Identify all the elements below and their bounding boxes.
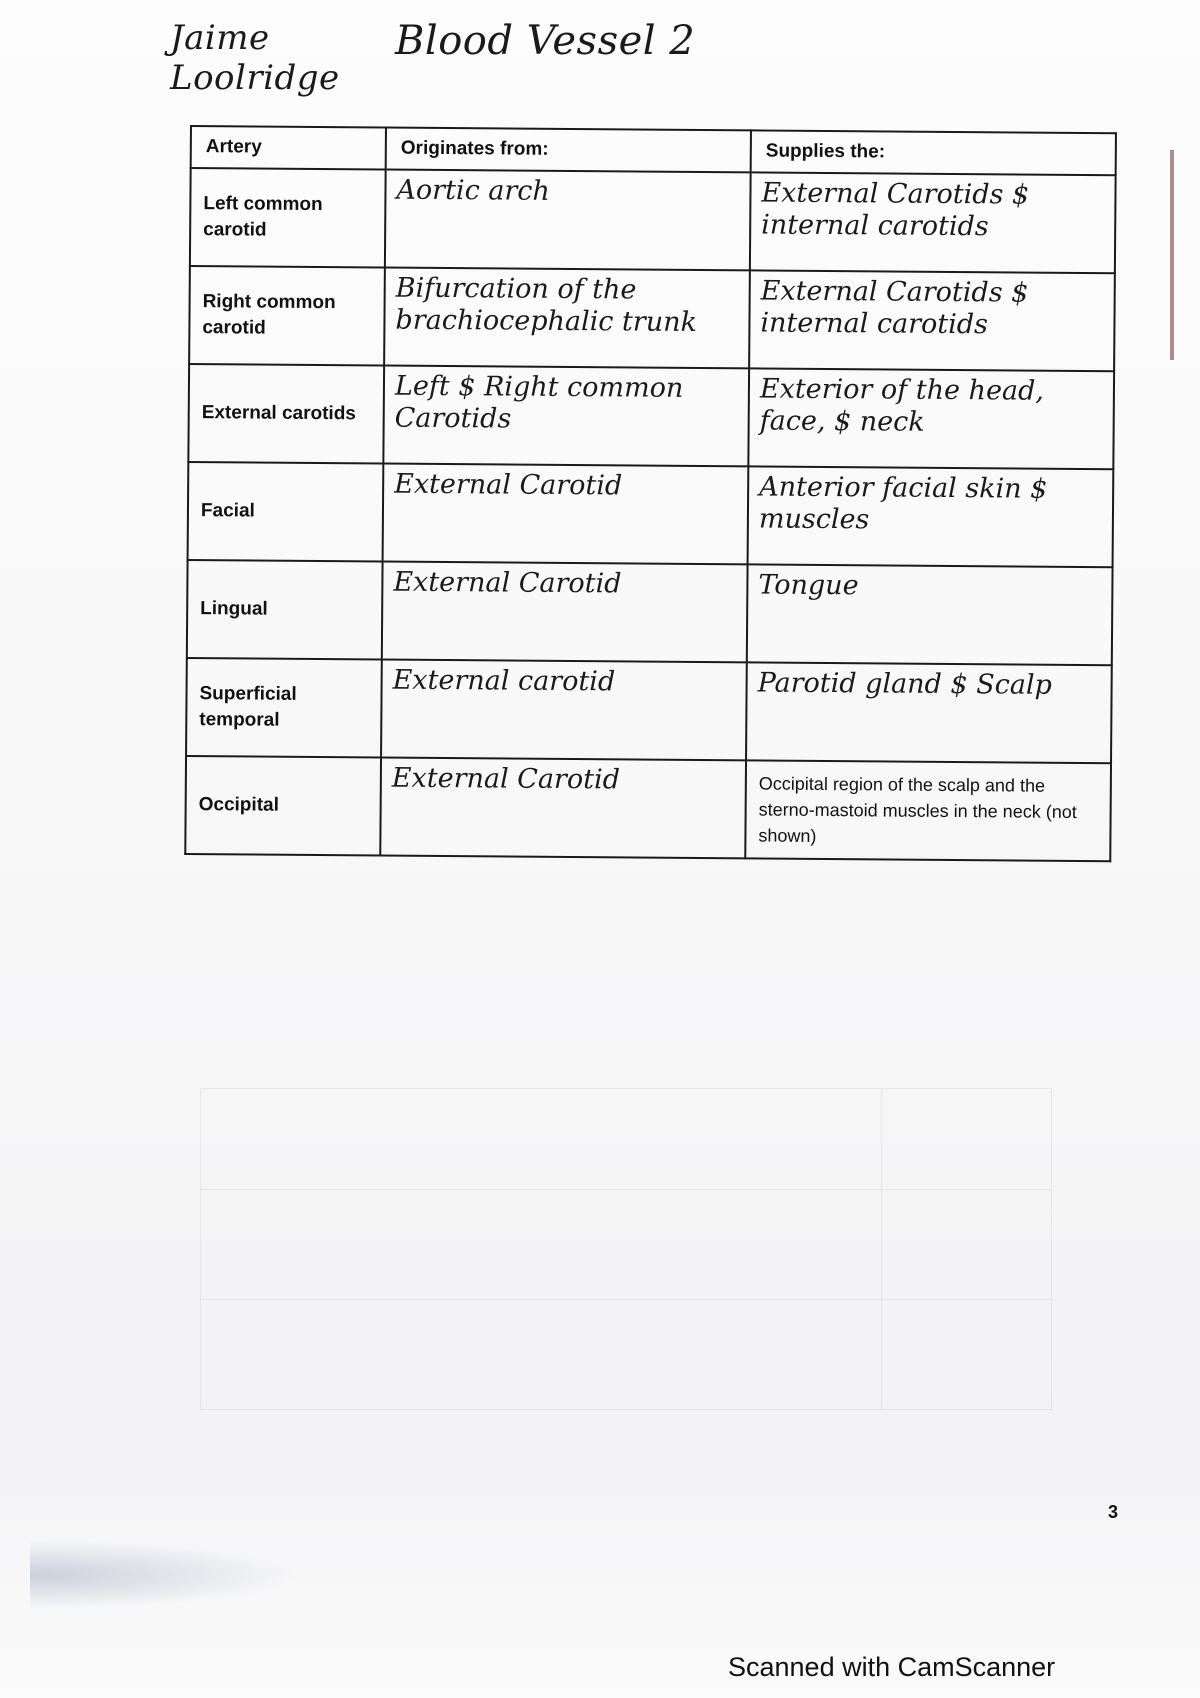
table-row xyxy=(188,364,1114,469)
table-row xyxy=(190,168,1116,273)
origin-cell: Left $ Right common Carotids xyxy=(383,366,749,467)
supplies-cell: Exterior of the head, face, $ neck xyxy=(748,368,1114,469)
artery-name-cell: Occipital xyxy=(185,756,381,856)
supplies-cell: Parotid gland $ Scalp xyxy=(746,662,1112,763)
page-number: 3 xyxy=(1108,1502,1119,1522)
origin-cell: Aortic arch xyxy=(385,170,751,271)
bleed-through-line xyxy=(201,1189,1051,1190)
table-row xyxy=(189,266,1115,371)
origin-cell: Bifurcation of the brachiocephalic trunk xyxy=(384,268,750,369)
page-title: Blood Vessel 2 xyxy=(395,18,696,64)
table-row xyxy=(188,462,1114,567)
paper-edge xyxy=(1170,150,1174,360)
table-row xyxy=(185,756,1111,861)
bleed-through-line xyxy=(201,1299,1051,1300)
supplies-cell: External Carotids $ internal carotids xyxy=(749,270,1115,371)
author-name: Jaime Loolridge xyxy=(170,18,340,98)
column-header-artery: Artery xyxy=(191,126,386,170)
column-header-origin: Originates from: xyxy=(386,128,751,173)
artery-name-cell: Lingual xyxy=(187,560,383,660)
supplies-cell: Anterior facial skin $ muscles xyxy=(748,466,1114,567)
artery-table xyxy=(184,125,1117,862)
origin-cell: External Carotid xyxy=(382,562,748,663)
column-header-supplies: Supplies the: xyxy=(751,130,1116,175)
table-row xyxy=(187,560,1113,665)
scanner-watermark: Scanned with CamScanner xyxy=(728,1652,1056,1682)
bleed-through-line xyxy=(881,1089,882,1409)
bleed-through-table xyxy=(200,1088,1052,1410)
table-row xyxy=(186,658,1112,763)
supplies-cell: Occipital region of the scalp and the sterno-mastoid muscles in the neck (not shown) xyxy=(745,760,1111,861)
supplies-cell: External Carotids $ internal carotids xyxy=(750,172,1116,273)
origin-cell: External carotid xyxy=(381,660,747,761)
table-header-row xyxy=(191,126,1116,175)
artery-name-cell: Left common carotid xyxy=(190,168,386,268)
artery-name-cell: Right common carotid xyxy=(189,266,385,366)
origin-cell: External Carotid xyxy=(380,758,746,859)
artery-name-cell: Superficial temporal xyxy=(186,658,382,758)
artery-name-cell: Facial xyxy=(188,462,384,562)
scan-shadow xyxy=(30,1540,300,1610)
origin-cell: External Carotid xyxy=(383,464,749,565)
supplies-cell: Tongue xyxy=(747,564,1113,665)
artery-name-cell: External carotids xyxy=(188,364,384,464)
